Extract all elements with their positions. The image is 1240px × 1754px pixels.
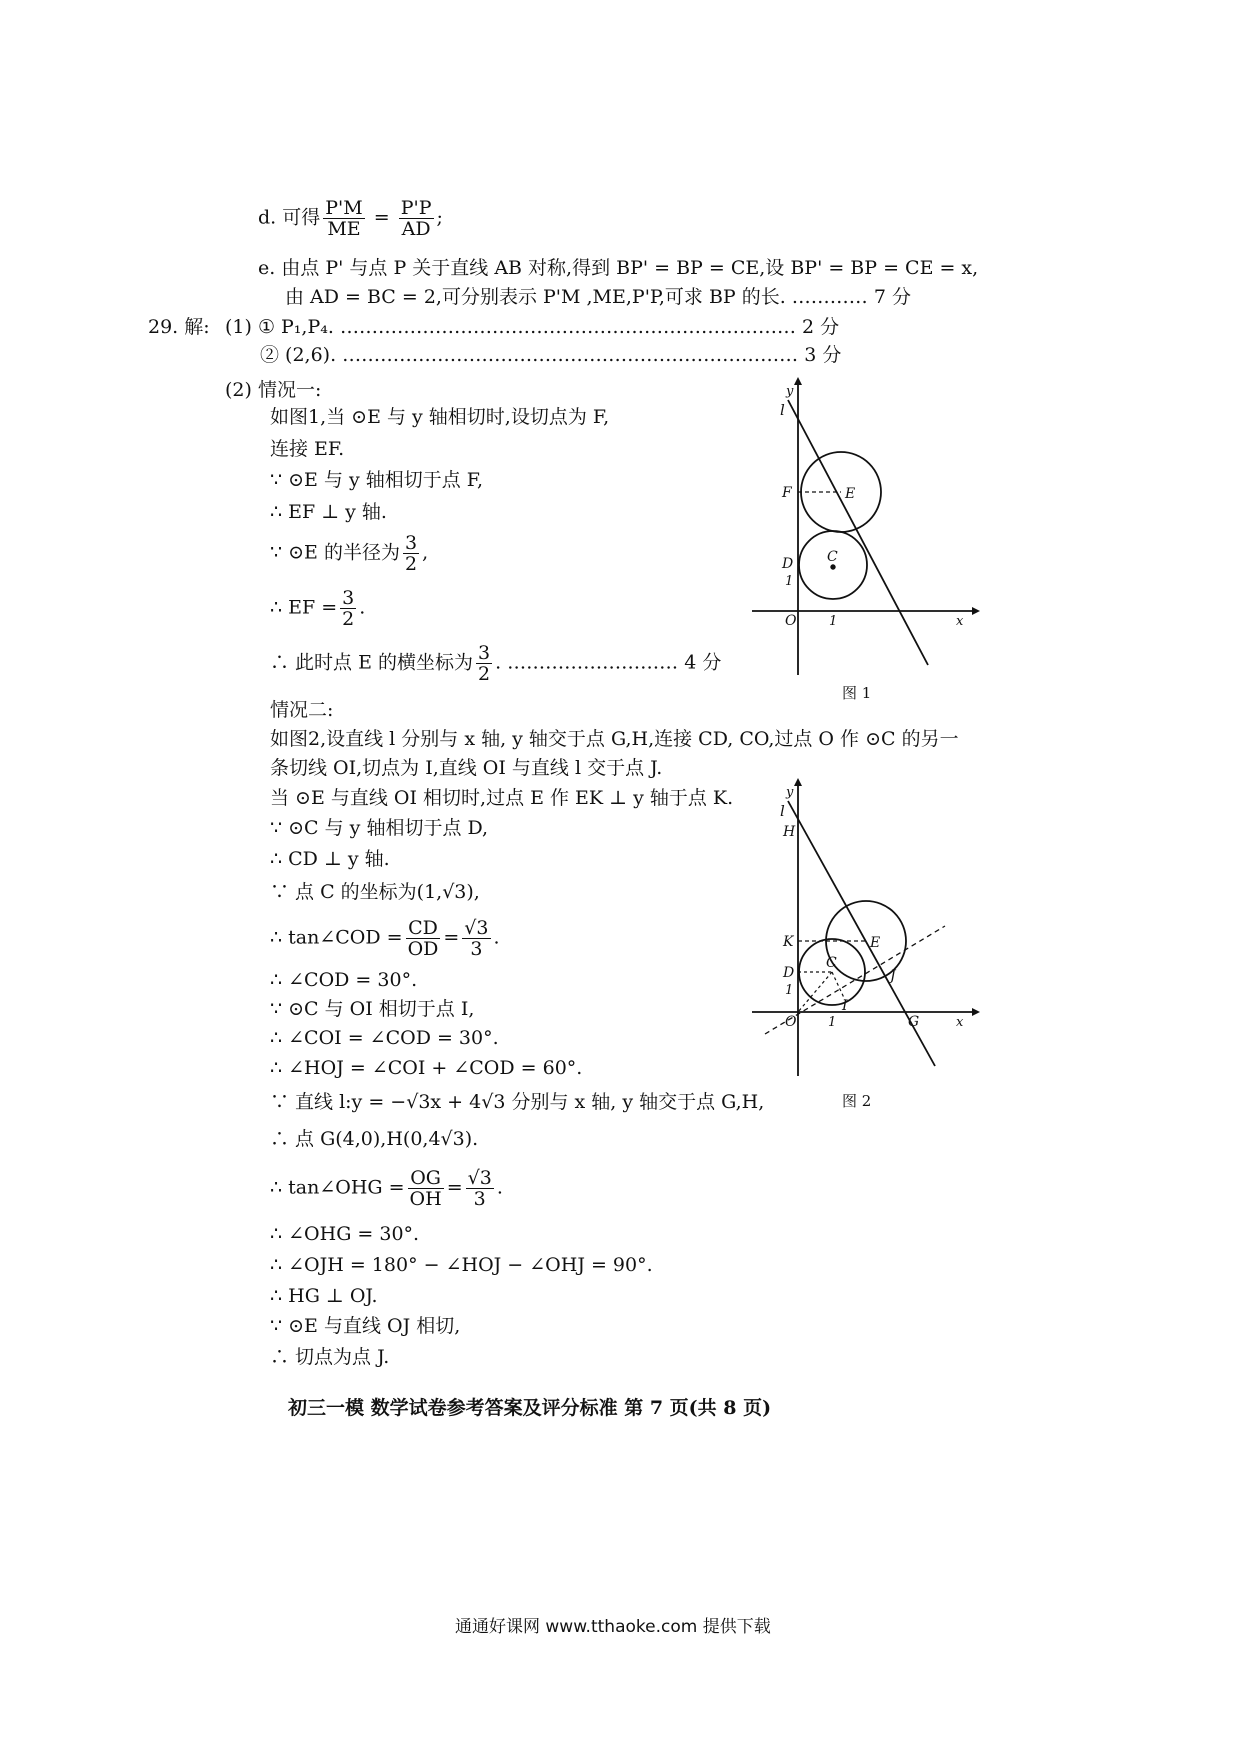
figure-1-caption: 图 1 [842,684,872,702]
fraction-cd-od [406,918,441,959]
label-j: J [890,968,896,984]
numerator: 3 [404,532,418,554]
label-d: D [783,965,795,981]
case2-line6: ∵ 点 C 的坐标为(1,√3), [270,881,480,903]
case1-line6 [270,588,365,629]
step-e-line2: 由 AD = BC = 2,可分别表示 P'M ,ME,P'P,可求 BP 的长. ………… 7 分 [285,286,911,308]
label-o: O [785,613,797,629]
denominator: ME [327,218,361,240]
case2-line11: ∴ ∠HOJ = ∠COI + ∠COD = 60°. [270,1057,583,1079]
label-x: x [956,1015,964,1030]
label-d: D [782,556,794,572]
punct: , [422,541,429,564]
fraction-pp-ad [399,198,434,239]
line-l [788,400,928,665]
denominator: 2 [342,608,355,630]
label-e: E [845,486,856,502]
download-watermark: 通通好课网 www.tthaoke.com 提供下载 [455,1617,771,1637]
text: ∴ tan∠COD = [270,926,403,949]
label-1-y: 1 [785,574,794,589]
x-axis-arrow [972,1008,980,1016]
punct: . [359,596,366,619]
label-c: C [827,549,838,565]
denominator: OD [407,938,439,960]
case2-line17: ∴ HG ⊥ OJ. [270,1285,378,1307]
denominator: 2 [478,663,491,685]
label-1-x: 1 [828,1015,837,1030]
page-footer: 初三一模 数学试卷参考答案及评分标准 第 7 页(共 8 页) [288,1397,772,1419]
y-axis-arrow [794,778,802,786]
label-g: G [908,1014,920,1030]
fraction-root3-3 [462,918,490,959]
case2-line12: ∵ 直线 l:y = −√3x + 4√3 分别与 x 轴, y 轴交于点 G,H, [270,1091,765,1113]
label-y: y [786,384,794,399]
equals: = [446,1176,463,1199]
label-l: l [780,802,785,820]
label-h: H [783,824,796,840]
case2-line16: ∴ ∠OJH = 180° − ∠HOJ − ∠OHJ = 90°. [270,1254,653,1276]
denominator: AD [401,218,431,240]
denominator: OH [409,1188,442,1210]
label-e: E [870,935,881,951]
case2-line5: ∴ CD ⊥ y 轴. [270,848,390,870]
case1-line3: ∵ ⊙E 与 y 轴相切于点 F, [270,469,484,491]
denominator: 3 [473,1188,486,1210]
case2-line4: ∵ ⊙C 与 y 轴相切于点 D, [270,817,489,839]
case2-line18: ∵ ⊙E 与直线 OJ 相切, [270,1315,461,1337]
numerator: √3 [464,917,489,939]
numerator: 3 [342,587,355,609]
q29-part1-item1: (1) ① P₁,P₄. ……………………………………………………………… 2 分 [225,316,840,338]
label-y: y [786,785,794,800]
label-k: K [783,934,794,950]
fraction-3-2 [403,533,419,574]
fraction-root3-3 [466,1168,494,1209]
segment-ci [832,972,845,1000]
fraction-pm-me [323,198,364,239]
label-f: F [782,485,792,501]
figure-1 [750,375,980,675]
case1-line7 [270,643,721,684]
case2-heading: 情况二: [270,699,334,721]
fraction-3-2 [340,588,356,629]
label-1-y: 1 [785,983,794,998]
step-d-prefix: d. 可得 [258,206,321,229]
x-axis-arrow [972,607,980,615]
numerator: 3 [478,642,491,664]
numerator: CD [406,918,441,939]
label-i: I [842,998,848,1014]
case1-line5 [270,533,428,574]
text: . ……………………… 4 分 [495,651,722,674]
case2-line19: ∴ 切点为点 J. [270,1346,390,1368]
case2-line3: 当 ⊙E 与直线 OI 相切时,过点 E 作 EK ⊥ y 轴于点 K. [270,787,734,809]
case1-line2: 连接 EF. [270,438,345,460]
case2-line15: ∴ ∠OHG = 30°. [270,1223,420,1245]
question-29-number: 29. 解: [148,316,210,338]
center-c-dot [831,565,835,569]
figure-2 [750,776,980,1076]
case2-line13: ∴ 点 G(4,0),H(0,4√3). [270,1128,479,1150]
label-x: x [956,614,964,629]
punct: . [496,1176,503,1199]
fraction-3-2 [476,643,492,684]
numerator: P'M [325,197,363,219]
case2-line10: ∴ ∠COI = ∠COD = 30°. [270,1027,499,1049]
text: ∵ ⊙E 的半径为 [270,541,400,564]
case2-line8: ∴ ∠COD = 30°. [270,969,418,991]
case1-line1: 如图1,当 ⊙E 与 y 轴相切时,设切点为 F, [270,406,610,428]
text: ∴ 此时点 E 的横坐标为 [270,651,473,674]
label-o: O [785,1014,797,1030]
q29-part1-item2: ② (2,6). ……………………………………………………………… 3 分 [260,344,842,366]
text: ∴ tan∠OHG = [270,1176,405,1199]
equals: = [443,926,460,949]
label-c: C [826,955,837,971]
numerator: OG [408,1168,444,1189]
case2-line9: ∵ ⊙C 与 OI 相切于点 I, [270,998,475,1020]
numerator: √3 [467,1167,492,1189]
step-d [258,198,443,239]
case2-line7 [270,918,500,959]
numerator: P'P [400,197,432,219]
segment-co [798,972,832,1012]
fraction-og-oh [408,1168,444,1209]
denominator: 2 [404,553,418,575]
denominator: 3 [470,938,483,960]
q29-part2-heading: (2) 情况一: [225,379,322,401]
figure-2-caption: 图 2 [842,1092,872,1110]
equals: = [373,206,390,229]
label-l: l [780,401,785,419]
punct: ; [436,206,443,229]
label-1-x: 1 [829,614,838,629]
text: ∴ EF = [270,596,338,619]
y-axis-arrow [794,377,802,385]
case2-line1: 如图2,设直线 l 分别与 x 轴, y 轴交于点 G,H,连接 CD, CO,过点 O 作 ⊙C 的另一 [270,728,959,750]
case2-line14 [270,1168,503,1209]
case1-line4: ∴ EF ⊥ y 轴. [270,501,387,523]
case2-line2: 条切线 OI,切点为 I,直线 OI 与直线 l 交于点 J. [270,757,663,779]
punct: . [493,926,500,949]
step-e-line1: e. 由点 P' 与点 P 关于直线 AB 对称,得到 BP' = BP = CE,设 BP' = BP = CE = x, [258,257,979,279]
